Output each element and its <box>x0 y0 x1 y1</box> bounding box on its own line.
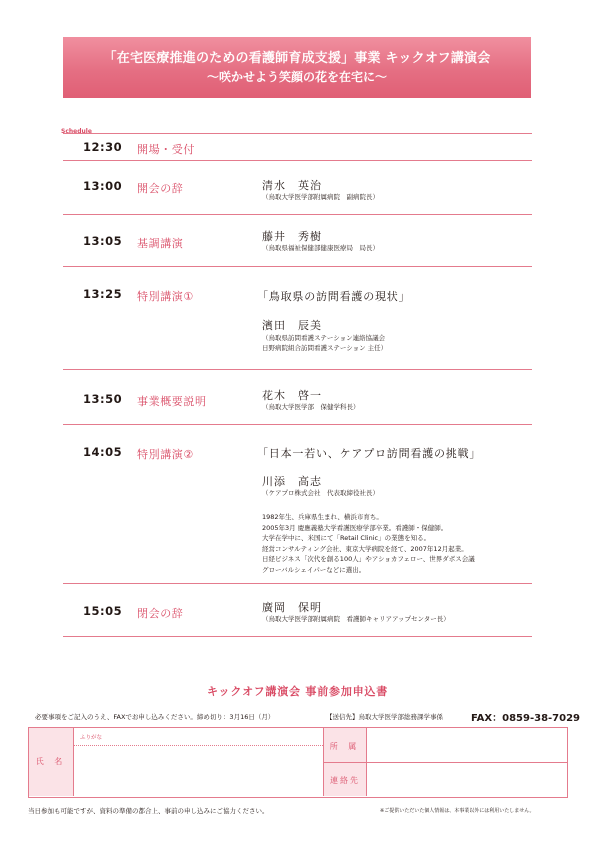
form-sender: 【送信先】鳥取大学医学部総務課学事係 <box>326 713 443 721</box>
divider <box>63 266 532 267</box>
furigana-label: ふりがな <box>80 735 103 741</box>
divider <box>63 133 532 134</box>
divider <box>63 369 532 370</box>
divider <box>63 636 532 637</box>
speaker-name: 清水 英治 <box>262 179 322 192</box>
lecture-title: 「日本一若い、ケアプロ訪問看護の挑戦」 <box>257 447 482 460</box>
affiliation-label: 所 属 <box>329 742 361 751</box>
bio-line: 1982年生、兵庫県生まれ、横浜市育ち。 <box>262 513 383 521</box>
event-title: 「在宅医療推進のための看護師育成支援」事業 キックオフ講演会 <box>103 51 491 66</box>
speaker-affiliation: （鳥取県福祉保健部健康医療局 局長） <box>262 244 379 252</box>
bio-line: 経営コンサルティング会社、東京大学病院を経て、2007年12月起業。 <box>262 544 468 553</box>
lecture-title: 「鳥取県の訪問看護の現状」 <box>257 290 411 303</box>
schedule-event: 事業概要説明 <box>137 395 207 408</box>
divider <box>63 583 532 584</box>
schedule-event: 開会の辞 <box>137 182 184 195</box>
schedule-time: 13:25 <box>83 287 123 301</box>
name-label: 氏 名 <box>35 757 67 766</box>
schedule-time: 12:30 <box>83 140 123 154</box>
speaker-affiliation: （鳥取大学医学部附属病院 副病院長） <box>262 193 379 201</box>
schedule-time: 13:00 <box>83 179 123 193</box>
name-field[interactable] <box>73 746 323 796</box>
affiliation-field[interactable] <box>366 728 567 762</box>
speaker-name: 川添 高志 <box>262 475 322 488</box>
bio-line: 日経ビジネス「次代を創る100人」やアショカフェロー、世界ダボス会議 <box>262 555 475 564</box>
speaker-name: 花木 啓一 <box>262 389 322 402</box>
speaker-affiliation: 日野病院組合訪問看護ステーション 主任） <box>262 344 388 352</box>
schedule-time: 14:05 <box>83 445 123 459</box>
schedule-event: 閉会の辞 <box>137 607 184 620</box>
schedule-event: 基調講演 <box>137 237 184 250</box>
contact-field[interactable] <box>366 763 567 796</box>
schedule-time: 13:50 <box>83 392 123 406</box>
schedule-label: Schedule <box>61 128 92 135</box>
divider <box>63 214 532 215</box>
bio-line: 2005年3月 慶應義塾大学看護医療学部卒業。看護師・保健師。 <box>262 523 448 532</box>
speaker-bio <box>262 512 475 576</box>
fax-number: FAX：0859-38-7029 <box>471 713 581 724</box>
schedule-event: 特別講演② <box>137 448 194 461</box>
row-divider <box>324 762 366 763</box>
divider <box>63 160 532 161</box>
schedule-time: 15:05 <box>83 604 123 618</box>
footer-note: 当日参加も可能ですが、資料の準備の都合上、事前の申し込みにご協力ください。 <box>28 807 269 815</box>
header-banner <box>63 37 531 98</box>
speaker-affiliation: （鳥取県訪問看護ステーション連絡協議会 <box>262 334 386 342</box>
form-title: キックオフ講演会 事前参加申込書 <box>206 685 389 698</box>
furigana-field[interactable] <box>109 728 323 745</box>
event-subtitle: 〜咲かせよう笑顔の花を在宅に〜 <box>206 70 387 84</box>
form-instructions: 必要事項をご記入のうえ、FAXでお申し込みください。締め切り：3月16日（月） <box>35 713 275 721</box>
label-column <box>323 728 367 796</box>
speaker-name: 廣岡 保明 <box>262 601 322 614</box>
registration-form <box>28 727 568 798</box>
privacy-note: ※ご提供いただいた個人情報は、本事業以外には利用いたしません。 <box>380 808 535 814</box>
bio-line: 大学在学中に、米国にて「Retail Clinic」の業態を知る。 <box>262 534 431 543</box>
schedule-time: 13:05 <box>83 234 123 248</box>
speaker-affiliation: （鳥取大学医学部 保健学科長） <box>262 403 360 411</box>
speaker-affiliation: （ケアプロ株式会社 代表取締役社長） <box>262 489 379 497</box>
name-label-cell <box>29 728 74 796</box>
divider <box>63 424 532 425</box>
speaker-name: 藤井 秀樹 <box>262 230 322 243</box>
schedule-event: 開場・受付 <box>137 143 195 156</box>
contact-label: 連絡先 <box>330 776 360 785</box>
speaker-name: 濱田 辰美 <box>262 319 322 332</box>
speaker-affiliation: （鳥取大学医学部附属病院 看護師キャリアアップセンター長） <box>262 615 450 623</box>
schedule-event: 特別講演① <box>137 290 194 303</box>
bio-line: グローバルシェイパーなどに選出。 <box>262 565 366 574</box>
